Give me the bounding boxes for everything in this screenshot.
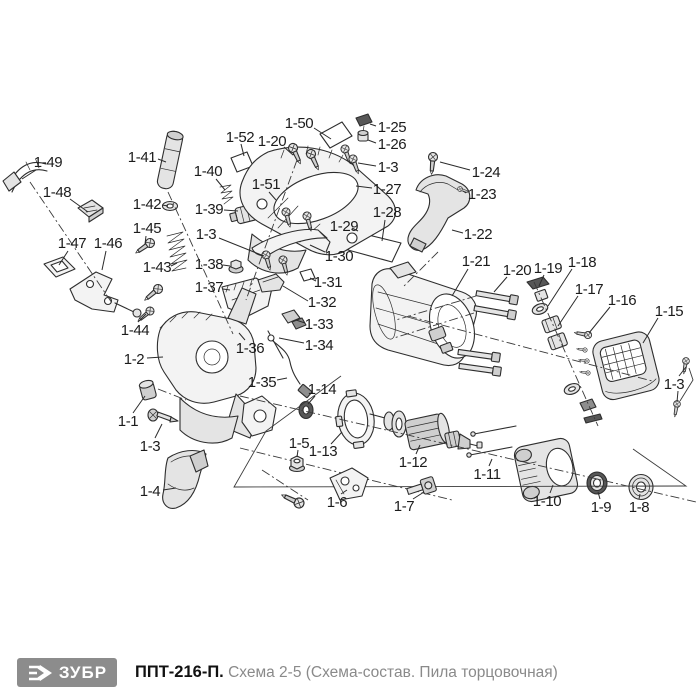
- part-label-1-16: 1-16: [607, 292, 637, 309]
- part-label-1-15: 1-15: [654, 303, 684, 320]
- screw-small-1: [576, 347, 588, 353]
- part-flange-nut: [229, 260, 243, 273]
- part-label-1-31: 1-31: [313, 274, 343, 291]
- leader-line: [370, 124, 376, 126]
- screw-1-16: [574, 329, 593, 339]
- part-baffle-ring: [332, 388, 378, 451]
- part-label-1-38: 1-38: [194, 256, 224, 273]
- leader-line: [368, 140, 376, 143]
- part-brush-cover: [591, 330, 662, 402]
- part-label-1-49: 1-49: [33, 154, 63, 171]
- part-label-1-8: 1-8: [628, 499, 650, 516]
- part-label-1-50: 1-50: [284, 115, 314, 132]
- leader-line: [223, 265, 230, 266]
- leader-line: [440, 162, 470, 170]
- footer-title: [135, 663, 558, 682]
- part-label-1-2: 1-2: [123, 351, 145, 368]
- part-rods: [467, 426, 516, 457]
- part-label-1-7: 1-7: [393, 498, 415, 515]
- part-nut: [290, 456, 305, 472]
- part-label-1-27: 1-27: [372, 181, 402, 198]
- part-label-1-25: 1-25: [377, 119, 407, 136]
- part-label-1-22: 1-22: [463, 226, 493, 243]
- part-label-1-4: 1-4: [139, 483, 161, 500]
- screw-small-2: [578, 358, 590, 364]
- screw-1-3c2: [671, 400, 681, 417]
- leader-line: [283, 286, 308, 301]
- part-label-1-41: 1-41: [127, 149, 157, 166]
- part-label-1-3: 1-3: [377, 159, 399, 176]
- part-label-1-43: 1-43: [142, 259, 172, 276]
- part-label-1-3: 1-3: [139, 438, 161, 455]
- part-label-1-37: 1-37: [194, 279, 224, 296]
- part-label-1-9: 1-9: [590, 499, 612, 516]
- part-label-1-20: 1-20: [257, 133, 287, 150]
- part-armature: [370, 411, 482, 450]
- part-label-1-11: 1-11: [473, 466, 501, 483]
- leader-line: [643, 318, 658, 343]
- part-socket-screw: [406, 476, 437, 499]
- part-label-1-47: 1-47: [57, 235, 87, 252]
- part-label-1-33: 1-33: [304, 316, 334, 333]
- leader-line: [279, 338, 304, 343]
- part-label-1-13: 1-13: [308, 443, 338, 460]
- screw-phillips-bottom: [279, 490, 305, 509]
- leader-line: [558, 296, 578, 326]
- leader-line: [494, 277, 507, 292]
- part-label-1-23: 1-23: [467, 186, 497, 203]
- part-label-1-17: 1-17: [574, 281, 604, 298]
- part-plate: [44, 257, 75, 277]
- screw-1-24: [427, 152, 438, 175]
- part-label-1-40: 1-40: [193, 163, 223, 180]
- part-label-1-32: 1-32: [307, 294, 337, 311]
- leader-line: [277, 378, 287, 380]
- leader-line: [589, 307, 610, 333]
- part-label-1-36: 1-36: [235, 340, 265, 357]
- part-label-1-20: 1-20: [502, 262, 532, 279]
- part-guard: [163, 450, 208, 508]
- part-connector: [78, 200, 103, 222]
- part-label-1-30: 1-30: [324, 248, 354, 265]
- part-grommet: [299, 402, 313, 419]
- part-label-1-46: 1-46: [93, 235, 123, 252]
- part-label-1-35: 1-35: [247, 374, 277, 391]
- part-label-1-3: 1-3: [663, 376, 685, 393]
- part-label-1-44: 1-44: [120, 322, 150, 339]
- part-label-1-42: 1-42: [132, 196, 162, 213]
- part-valve: [358, 126, 368, 141]
- part-label-1-19: 1-19: [533, 260, 563, 277]
- artwork-layer: [3, 114, 696, 510]
- leader-line: [452, 230, 463, 233]
- zubr-arrow-icon: [27, 663, 54, 683]
- part-label-1-24: 1-24: [471, 164, 501, 181]
- part-label-1-51: 1-51: [251, 176, 281, 193]
- part-label-1-14: 1-14: [307, 381, 337, 398]
- part-bracket-small: [258, 274, 284, 292]
- part-label-1-45: 1-45: [132, 220, 162, 237]
- screw-1-45: [133, 237, 156, 257]
- part-wedges: [282, 310, 306, 329]
- part-label-1-28: 1-28: [372, 204, 402, 221]
- part-label-1-39: 1-39: [194, 201, 224, 218]
- part-label-1-10: 1-10: [532, 493, 562, 510]
- leader-line: [102, 251, 106, 270]
- leader-line: [489, 459, 492, 466]
- schema-subtitle: Схема 2-5 (Схема-состав. Пила торцовочная): [223, 664, 558, 681]
- part-lever-assembly: [70, 272, 141, 317]
- part-label-1-48: 1-48: [42, 184, 72, 201]
- part-label-1-1: 1-1: [117, 413, 139, 430]
- brand-logo: [17, 658, 117, 687]
- part-label-1-21: 1-21: [461, 253, 491, 270]
- part-label-1-5: 1-5: [288, 435, 310, 452]
- part-label-1-12: 1-12: [398, 454, 428, 471]
- part-ring: [163, 202, 178, 211]
- brand-name: ЗУБР: [58, 663, 108, 682]
- part-cap: [139, 379, 157, 400]
- part-label-1-3: 1-3: [195, 226, 217, 243]
- leader-line: [358, 163, 376, 166]
- leader-line: [133, 396, 145, 413]
- part-label-1-29: 1-29: [329, 218, 359, 235]
- part-label-1-26: 1-26: [377, 136, 407, 153]
- part-label-1-6: 1-6: [326, 494, 348, 511]
- part-screw-long: [148, 409, 178, 422]
- part-bearing-small: [587, 472, 607, 494]
- leader-line: [413, 492, 424, 499]
- part-label-1-34: 1-34: [304, 337, 334, 354]
- leader-line: [216, 179, 225, 190]
- screw-small-3: [579, 370, 591, 376]
- model-number: ППТ-216-П.: [135, 663, 224, 681]
- leader-line: [155, 424, 162, 438]
- part-label-1-18: 1-18: [567, 254, 597, 271]
- footer-bar: [0, 645, 700, 700]
- part-key: [356, 114, 372, 126]
- screw-1-44a: [142, 283, 165, 304]
- part-label-1-52: 1-52: [225, 129, 255, 146]
